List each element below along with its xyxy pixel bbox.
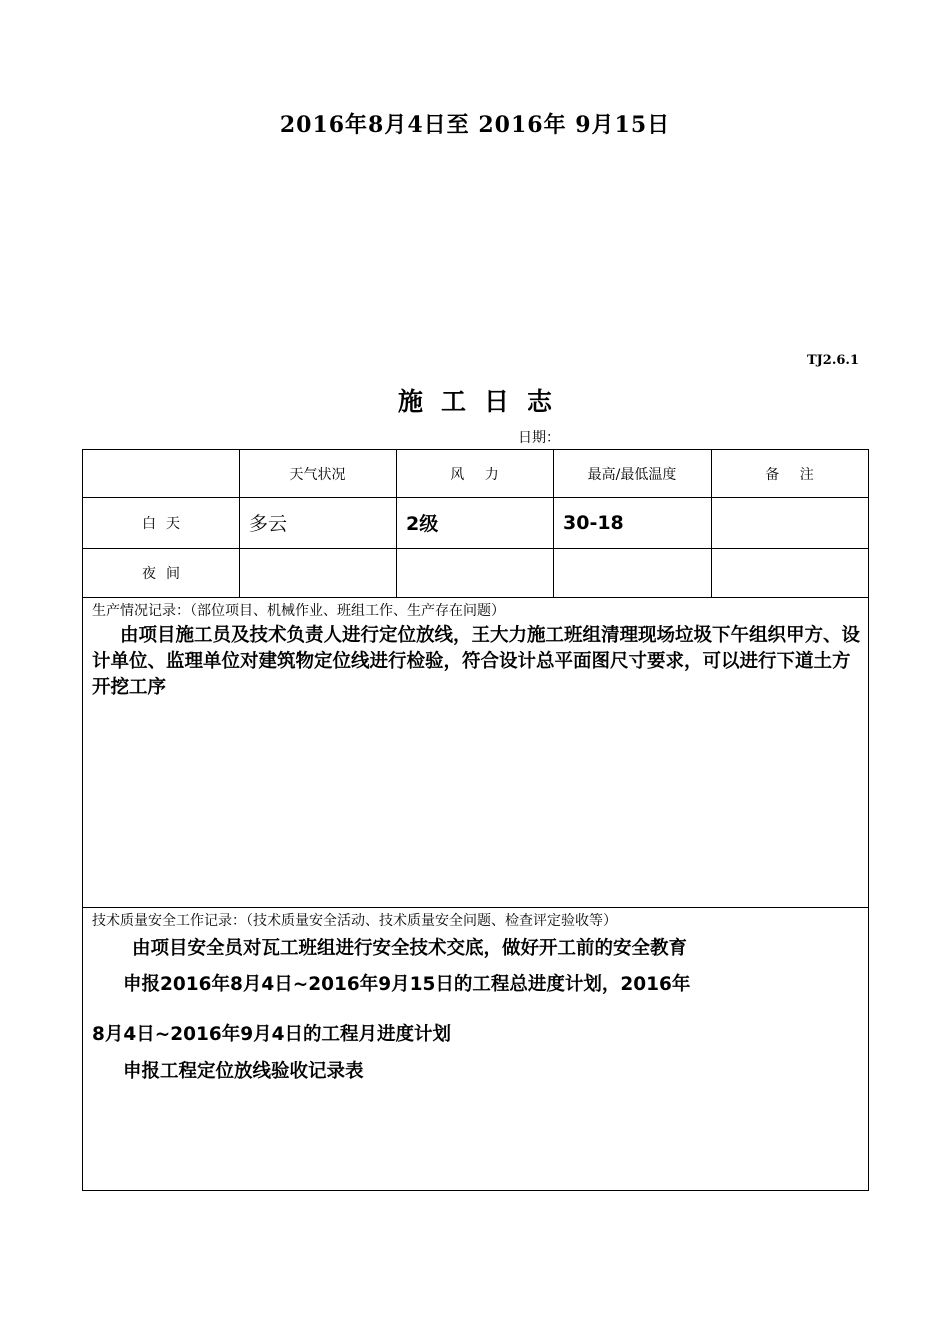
night-note-value xyxy=(711,548,868,597)
page-title: 施工日志 xyxy=(397,387,570,416)
form-code: TJ2.6.1 xyxy=(806,353,859,368)
night-weather-value xyxy=(239,548,396,597)
date-range-heading: 2016年8月4日至 2016年 9月15日 xyxy=(279,112,671,138)
day-temperature-value: 30-18 xyxy=(563,511,624,534)
quality-record-line: 由项目安全员对瓦工班组进行安全技术交底，做好开工前的安全教育 xyxy=(132,938,688,959)
production-record-text: 由项目施工员及技术负责人进行定位放线，王大力施工班组清理现场垃圾下午组织甲方、设计单位、监理单位对建筑物定位线进行检验，符合设计总平面图尺寸要求，可以进行下道土方开挖工序 xyxy=(92,625,861,698)
day-wind-value: 2级 xyxy=(406,513,439,535)
quality-record-line: 申报2016年8月4日~2016年9月15日的工程总进度计划，2016年 xyxy=(123,974,691,995)
production-section-label: 生产情况记录：（部位项目、机械作业、班组工作、生产存在问题） xyxy=(92,603,505,619)
night-temperature-value xyxy=(553,548,711,597)
quality-record-line: 申报工程定位放线验收记录表 xyxy=(123,1061,364,1082)
construction-log-table xyxy=(82,449,869,1191)
col-header-weather: 天气状况 xyxy=(289,466,346,483)
grid-line xyxy=(83,597,868,598)
quality-section-label: 技术质量安全工作记录：（技术质量安全活动、技术质量安全问题、检查评定验收等） xyxy=(92,913,617,929)
col-header-wind: 风 力 xyxy=(450,466,507,483)
row-label-night: 夜间 xyxy=(142,565,190,582)
grid-line xyxy=(83,907,868,908)
day-weather-value: 多云 xyxy=(249,513,288,535)
day-note-value xyxy=(711,497,868,548)
night-wind-value xyxy=(396,548,553,597)
row-label-day: 白天 xyxy=(142,515,190,532)
quality-record-line: 8月4日~2016年9月4日的工程月进度计划 xyxy=(92,1024,451,1045)
col-header-note: 备 注 xyxy=(765,466,822,483)
col-header-temperature: 最高/最低温度 xyxy=(587,466,677,483)
date-label: 日期： xyxy=(518,430,560,446)
